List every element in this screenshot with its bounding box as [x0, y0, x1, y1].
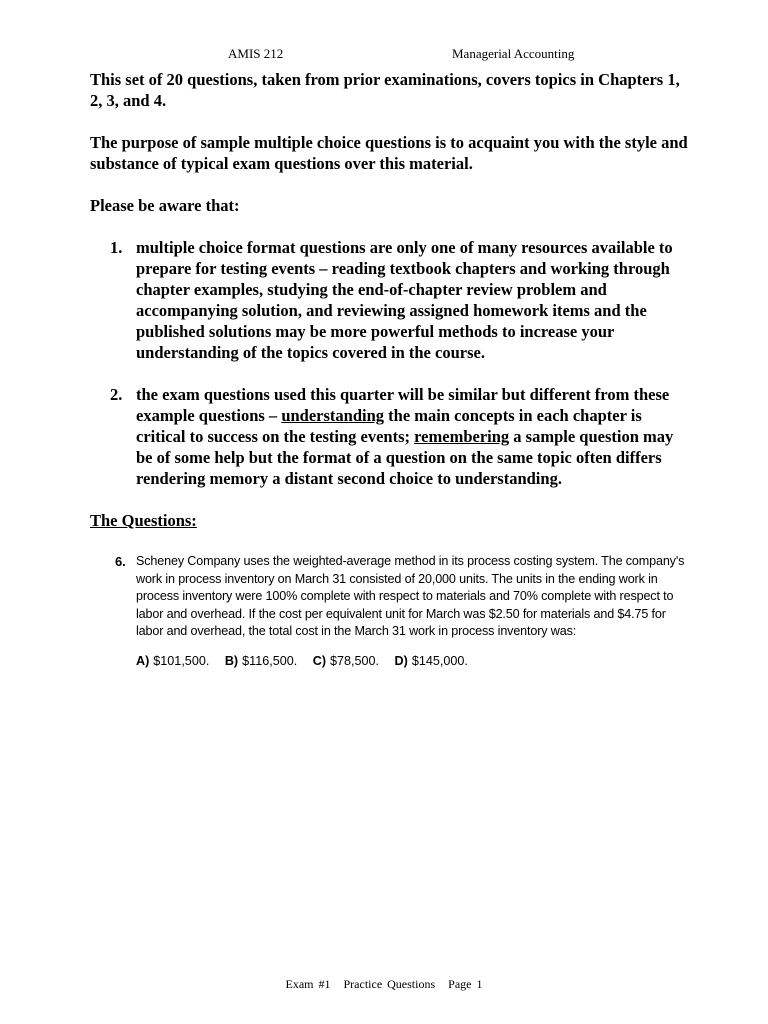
emphasis-remembering: remembering	[414, 427, 510, 446]
footer-page-number: Page 1	[448, 977, 483, 991]
list-item-text-part: the exam questions used this quarter will be similar but different from these example questions –	[136, 385, 670, 425]
option-value: $78,500.	[330, 653, 380, 668]
option-value: $116,500.	[242, 653, 298, 668]
aware-heading: Please be aware that:	[90, 196, 240, 215]
footer-exam: Exam #1	[285, 977, 331, 991]
list-item-text: multiple choice format questions are only one of many resources available to prepare for testing events – reading textbook chapters and working through chapter examples, studying the end-of-chapter review problem and accompanying solution, and reviewing assigned homework items and the published solutions may be more powerful methods to increase your understanding of the topics covered in the course.	[136, 238, 673, 362]
answer-option-b	[225, 654, 297, 668]
answer-option-d	[395, 654, 468, 668]
question-6	[90, 553, 692, 641]
page-footer	[0, 977, 768, 992]
emphasis-understanding: understanding	[281, 406, 385, 425]
option-letter: D)	[394, 653, 408, 668]
footer-title: Practice Questions	[343, 977, 436, 991]
questions-heading: The Questions:	[90, 511, 197, 530]
question-text: Scheney Company uses the weighted-average method in its process costing system. The company's work in process inventory on March 31 consisted of 20,000 units. The units in the ending work in process inventory were 100% complete with respect to materials and 70% complete with respect to labor and overhead. If the cost per equivalent unit for March was $2.50 for materials and $4.75 for labor and overhead, the total cost in the March 31 work in process inventory was:	[136, 554, 685, 638]
course-subject: Managerial Accounting	[452, 46, 575, 61]
document-body	[90, 69, 690, 670]
answer-options	[90, 653, 690, 671]
option-letter: C)	[312, 653, 327, 668]
list-item-number: 2.	[110, 385, 123, 404]
course-code: AMIS 212	[228, 46, 284, 61]
option-letter: B)	[224, 653, 239, 668]
question-number: 6.	[115, 554, 126, 569]
list-item	[90, 237, 690, 363]
list-item	[90, 384, 690, 489]
page-header	[0, 46, 768, 64]
notes-list	[90, 237, 690, 489]
intro-paragraph: This set of 20 questions, taken from prior examinations, covers topics in Chapters 1, 2, 3, and 4.	[90, 70, 680, 110]
list-item-text-part: a sample question may be of some help but the format of a question on the same topic often differs rendering memory a distant second choice to understanding.	[136, 427, 674, 488]
option-value: $101,500.	[153, 653, 210, 668]
purpose-paragraph: The purpose of sample multiple choice questions is to acquaint you with the style and substance of typical exam questions over this material.	[90, 133, 688, 173]
option-value: $145,000.	[411, 653, 468, 668]
option-letter: A)	[136, 653, 150, 668]
list-item-number: 1.	[110, 238, 123, 257]
list-item-text-part: the main concepts in each chapter is critical to success on the testing events;	[136, 406, 642, 446]
answer-option-a	[136, 654, 209, 668]
answer-option-c	[313, 654, 379, 668]
